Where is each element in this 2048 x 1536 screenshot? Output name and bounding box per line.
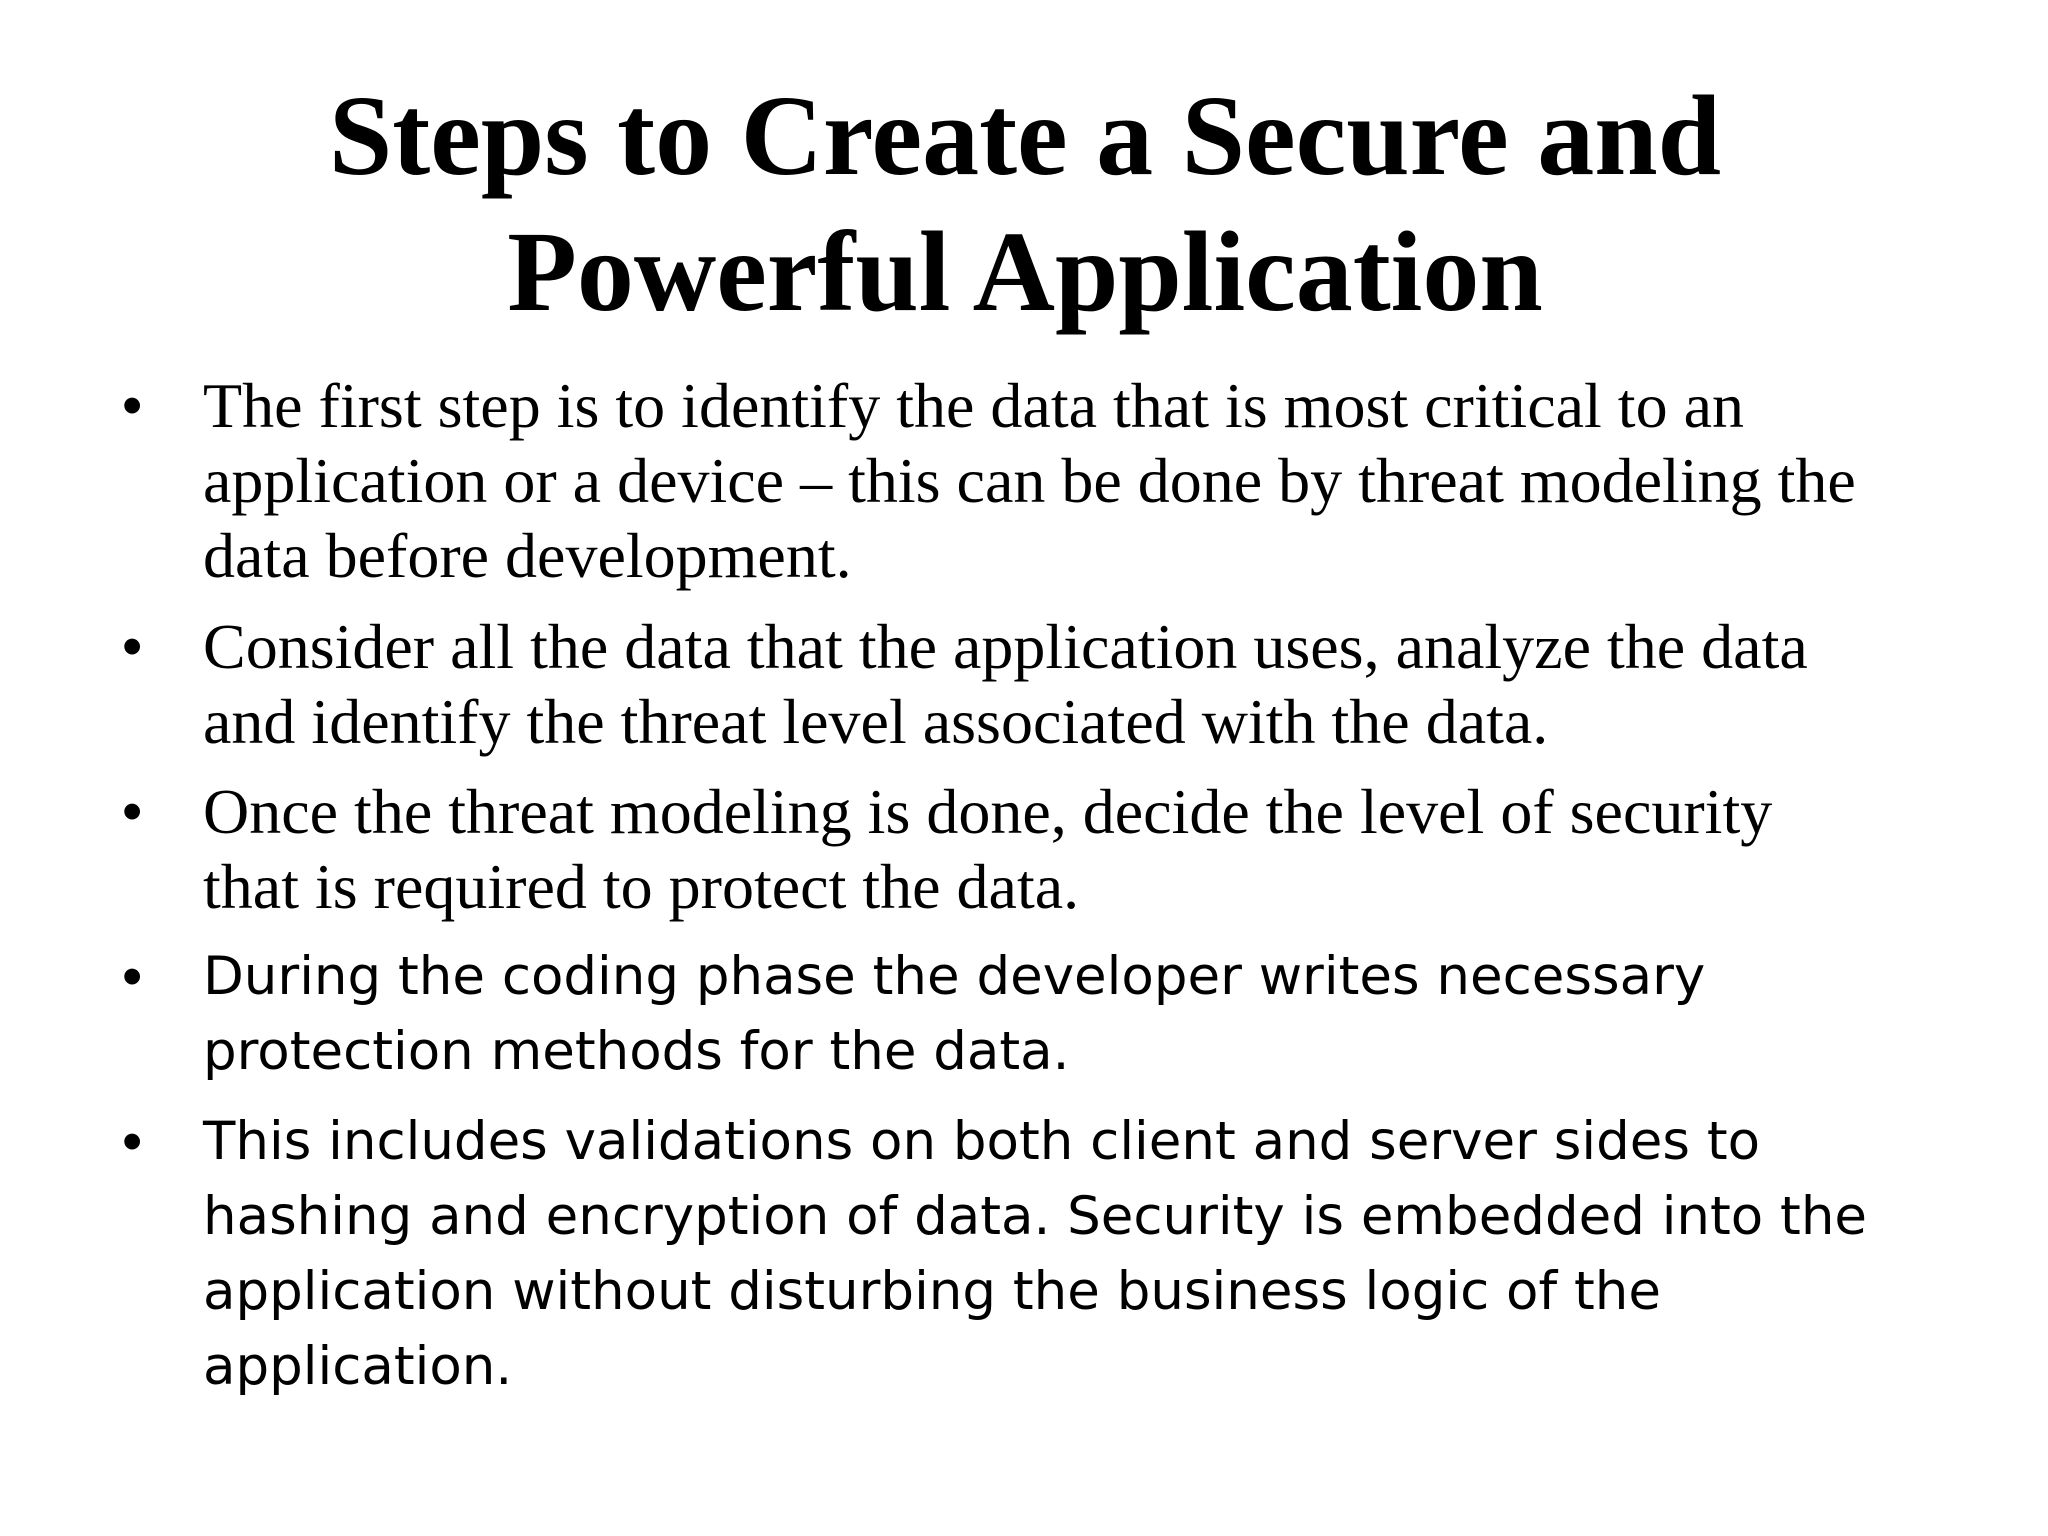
bullet-text: [203, 1104, 2003, 1404]
slide-title-line: Steps to Create a Secure and: [328, 72, 1722, 199]
bullet-line: Consider all the data that the application uses, analyze the data: [203, 611, 1808, 682]
bullet-line: Once the threat modeling is done, decide the level of security: [203, 776, 1773, 847]
bullet-line: protection methods for the data.: [203, 1021, 1070, 1082]
bullet-line: The first step is to identify the data that is most critical to an: [203, 370, 1744, 441]
bullet-text: [203, 609, 2003, 759]
bullet-icon: •: [122, 944, 143, 1009]
bullet-line: This includes validations on both client and server sides to: [203, 1111, 1761, 1172]
bullet-text: [203, 368, 2003, 593]
bullet-line: application or a device – this can be done by threat modeling the: [203, 445, 1856, 516]
bullet-line: During the coding phase the developer writes necessary: [203, 946, 1706, 1007]
slide-title-line: Powerful Application: [507, 208, 1543, 335]
bullet-line: application.: [203, 1336, 513, 1397]
bullet-icon: •: [122, 1109, 143, 1174]
bullet-line: application without disturbing the business logic of the: [203, 1261, 1661, 1322]
bullet-icon: •: [122, 614, 143, 679]
bullet-text: [203, 939, 2003, 1089]
bullet-icon: •: [122, 373, 143, 438]
bullet-icon: •: [122, 779, 143, 844]
bullet-text: [203, 774, 2003, 924]
bullet-line: data before development.: [203, 520, 852, 591]
bullet-line: that is required to protect the data.: [203, 851, 1080, 922]
bullet-line: and identify the threat level associated with the data.: [203, 686, 1549, 757]
bullet-line: hashing and encryption of data. Security is embedded into the: [203, 1186, 1868, 1247]
